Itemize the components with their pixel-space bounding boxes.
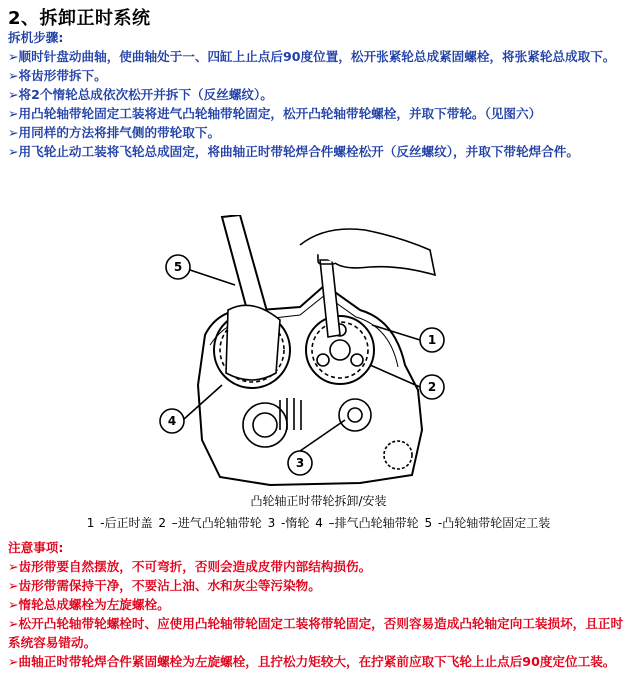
- figure-legend: 1 -后正时盖 2 –进气凸轮轴带轮 3 -惰轮 4 –排气凸轮轴带轮 5 -凸轮轴带轮固定工装: [86, 516, 551, 530]
- callout-4: 4: [167, 414, 177, 428]
- step-item: ➢顺时针盘动曲轴，使曲轴处于一、四缸上止点后90度位置，松开张紧轮总成紧固螺栓，将张紧轮总成取下。: [8, 49, 616, 64]
- callout-2: 2: [427, 380, 437, 394]
- note-item: ➢齿形带要自然摆放，不可弯折，否则会造成皮带内部结构损伤。: [8, 559, 372, 574]
- step-item: ➢将2个惰轮总成依次松开并拆下（反丝螺纹）。: [8, 87, 273, 102]
- note-item: ➢松开凸轮轴带轮螺栓时、应使用凸轮轴带轮固定工装将带轮固定，否则容易造成凸轮轴定向工装损坏，且正时系统容易错动。: [8, 616, 624, 650]
- callout-3: 3: [295, 456, 305, 470]
- note-item: ➢曲轴正时带轮焊合件紧固螺栓为左旋螺栓，且拧松力矩较大，在拧紧前应取下飞轮上止点后90度定位工装。: [8, 654, 616, 669]
- note-item: ➢惰轮总成螺栓为左旋螺栓。: [8, 597, 170, 612]
- engine-illustration: [150, 215, 450, 490]
- step-item: ➢将齿形带拆下。: [8, 68, 107, 83]
- timing-belt-figure: [150, 215, 450, 490]
- step-item: ➢用凸轮轴带轮固定工装将进气凸轮轴带轮固定，松开凸轮轴带轮螺栓，并取下带轮。（见图六）: [8, 106, 542, 121]
- notes-title: 注意事项:: [8, 540, 64, 555]
- section-heading: 2、拆卸正时系统: [8, 8, 151, 29]
- steps-title: 拆机步骤:: [8, 30, 64, 45]
- note-item: ➢齿形带需保持干净，不要沾上油、水和灰尘等污染物。: [8, 578, 321, 593]
- figure-caption: 凸轮轴正时带轮拆卸/安装: [250, 494, 387, 508]
- disassembly-steps: [8, 28, 632, 161]
- step-item: ➢用飞轮止动工装将飞轮总成固定，将曲轴正时带轮焊合件螺栓松开（反丝螺纹），并取下带轮焊合件。: [8, 144, 579, 159]
- callout-5: 5: [173, 260, 183, 274]
- step-item: ➢用同样的方法将排气侧的带轮取下。: [8, 125, 221, 140]
- precautions: [8, 538, 632, 671]
- callout-1: 1: [427, 333, 437, 347]
